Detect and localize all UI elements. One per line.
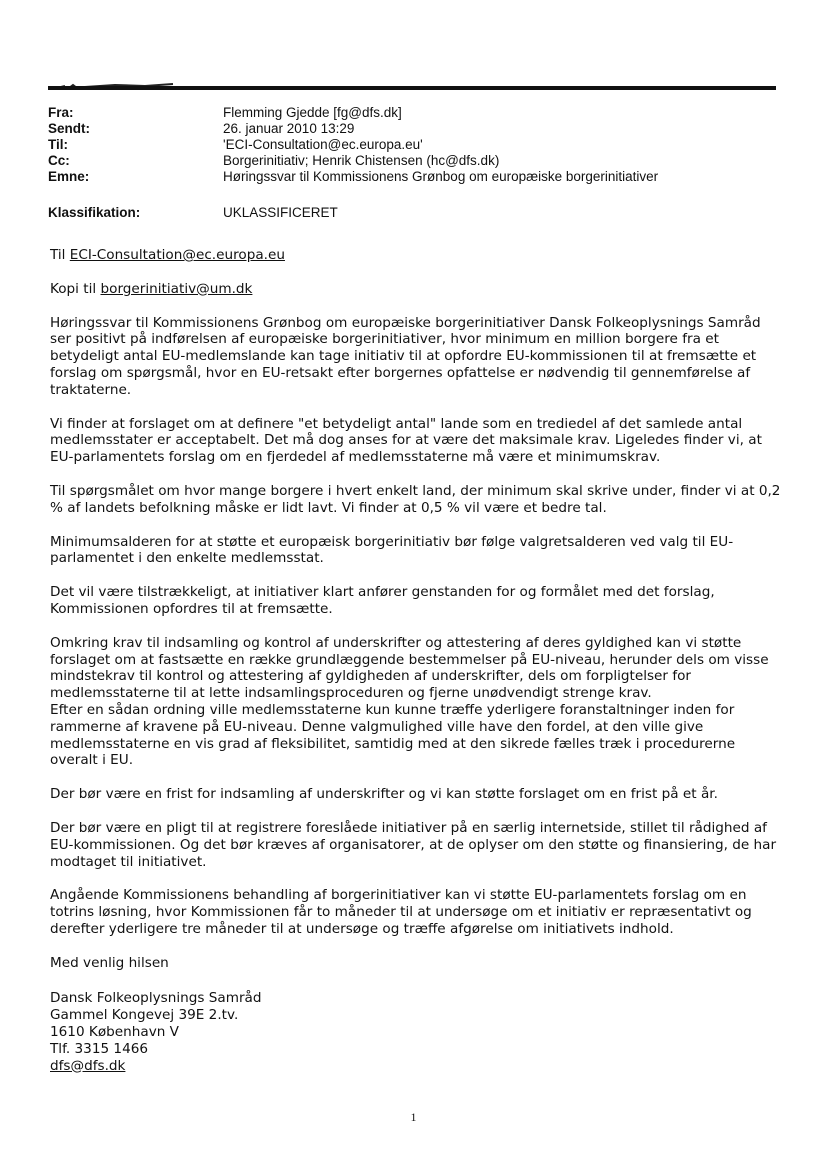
signature-phone: Tlf. 3315 1466 (50, 1040, 149, 1057)
signature-city: 1610 København V (50, 1023, 179, 1040)
classification-value: UKLASSIFICERET (223, 205, 338, 220)
signature-org: Dansk Folkeoplysnings Samråd (50, 989, 262, 1006)
header-classification-row (48, 205, 788, 221)
from-value: Flemming Gjedde [fg@dfs.dk] (223, 105, 402, 120)
subject-label: Emne: (48, 169, 90, 184)
paragraph-6a: Omkring krav til indsamling og kontrol af underskrifter og attestering af deres gyldighed kan vi støtte forslaget om at fastsætte en række grundlæggende bestemmelser på EU-niveau, herunder dels om visse mindstekrav til kontrol og attestering af gyldigheden af underskrifter, dels om forpligtelser for medlemsstaterne til at lette indsamlingsproceduren og fjerne unødvendigt strenge krav. (50, 634, 769, 702)
email-header (48, 105, 788, 221)
signature-street: Gammel Kongevej 39E 2.tv. (50, 1006, 239, 1023)
paragraph-7: Der bør være en frist for indsamling af underskrifter og vi kan støtte forslaget om en frist på et år. (50, 786, 718, 803)
signature-block (50, 990, 785, 1075)
paragraph-4: Minimumsalderen for at støtte et europæisk borgerinitiativ bør følge valgretsalderen ved valg til EU-parlamentet i den enkelte medlemsstat. (50, 533, 734, 567)
header-rule (48, 86, 776, 90)
paragraph-8: Der bør være en pligt til at registrere foreslåede initiativer på en særlig internetside, stillet til rådighed af EU-kommissionen. Og det bør kræves af organisatorer, at de oplyser om den støtte og finansiering, de har modtaget til initiativet. (50, 819, 777, 870)
to-email-link[interactable]: ECI-Consultation@ec.europa.eu (69, 247, 285, 263)
paragraph-2: Vi finder at forslaget om at definere "et betydeligt antal" lande som en trediedel af det samlede antal medlemsstater er acceptabelt. Det må dog anses for at være det maksimale krav. Ligeledes finder vi, at EU-parlamentets forslag om en fjerdedel af medlemsstaterne må være et minimumskrav. (50, 415, 762, 466)
header-to-row (48, 137, 788, 153)
cc-email-link[interactable]: borgerinitiativ@um.dk (100, 280, 253, 297)
email-body (50, 247, 785, 1075)
to-value: 'ECI-Consultation@ec.europa.eu' (223, 137, 423, 152)
from-label: Fra: (48, 105, 74, 120)
sent-label: Sendt: (48, 121, 90, 136)
cc-prefix: Kopi til (50, 280, 101, 297)
paragraph-6b: Efter en sådan ordning ville medlemsstaterne kun kunne træffe yderligere foranstaltninger inden for rammerne af kravene på EU-niveau. Denne valgmulighed ville have den fordel, at den ville give medlemsstaterne en vis grad af fleksibilitet, samtidig med at den sikrede fælles træk i procedurerne overalt i EU. (50, 701, 736, 769)
cc-line (50, 281, 785, 298)
signature-email-link[interactable]: dfs@dfs.dk (50, 1057, 126, 1074)
paragraph-5: Det vil være tilstrækkeligt, at initiativer klart anfører genstanden for og formålet med det forslag, Kommissionen opfordres til at fremsætte. (50, 584, 715, 617)
cc-label: Cc: (48, 153, 70, 168)
cc-value: Borgerinitiativ; Henrik Chistensen (hc@dfs.dk) (223, 153, 500, 168)
to-line (50, 247, 785, 264)
sent-value: 26. januar 2010 13:29 (223, 121, 355, 136)
to-label: Til: (48, 137, 68, 152)
subject-value: Høringssvar til Kommissionens Grønbog om europæiske borgerinitiativer (223, 169, 659, 184)
closing: Med venlig hilsen (50, 954, 169, 971)
header-cc-row (48, 153, 788, 169)
paragraph-3: Til spørgsmålet om hvor mange borgere i hvert enkelt land, der minimum skal skrive under, finder vi at 0,2 % af landets befolkning måske er lidt lavt. Vi finder at 0,5 % vil være et bedre tal. (50, 482, 781, 516)
header-sent-row (48, 121, 788, 137)
paragraph-9: Angående Kommissionens behandling af borgerinitiativer kan vi støtte EU-parlamentets forslag om en totrins løsning, hvor Kommissionen får to måneder til at undersøge om et initiativ er repræsentativt og derefter yderligere tre måneder til at undersøge og træffe afgørelse om initiativets indhold. (50, 887, 752, 937)
header-from-row (48, 105, 788, 121)
classification-label: Klassifikation: (48, 205, 141, 220)
paragraph-6 (50, 635, 785, 769)
paragraph-1: Høringssvar til Kommissionens Grønbog om europæiske borgerinitiativer Dansk Folkeoplysnings Samråd ser positivt på indførelsen af europæiske borgerinitiativer, hvor minimum en million borgere fra et betydeligt antal EU-medlemslande kan tage initiativ til at opfordre EU-kommissionen til at fremsætte et forslag om spørgsmål, hvor en EU-retsakt efter borgernes opfattelse er nødvendig til gennemførelse af traktaterne. (50, 314, 761, 398)
header-subject-row (48, 169, 788, 185)
page-number: 1 (410, 1110, 417, 1124)
to-prefix: Til (50, 247, 70, 263)
